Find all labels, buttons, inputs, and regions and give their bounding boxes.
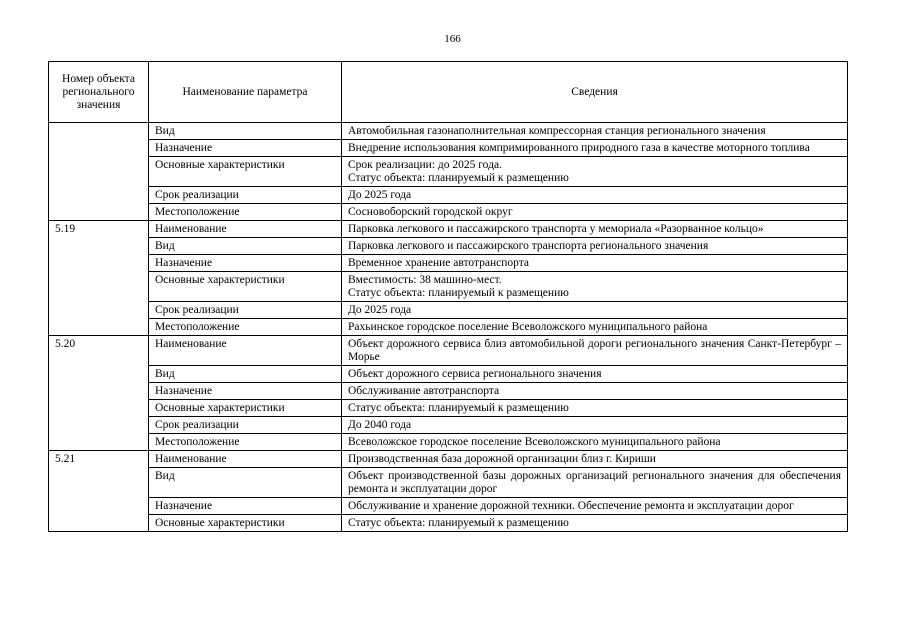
header-parameter-name: Наименование параметра [149, 62, 342, 123]
parameter-name-cell: Назначение [149, 498, 342, 515]
object-number-cell [49, 468, 149, 498]
table-body [49, 123, 848, 532]
parameter-name-cell: Местоположение [149, 434, 342, 451]
table-row [49, 302, 848, 319]
object-number-cell [49, 302, 149, 319]
table-row [49, 319, 848, 336]
object-number-cell: 5.19 [49, 221, 149, 238]
information-cell: До 2025 года [342, 302, 848, 319]
information-cell: Статус объекта: планируемый к размещению [342, 515, 848, 532]
table-row [49, 468, 848, 498]
parameter-name-cell: Основные характеристики [149, 272, 342, 302]
table-row [49, 204, 848, 221]
table-row [49, 157, 848, 187]
table-row [49, 383, 848, 400]
parameter-name-cell: Назначение [149, 383, 342, 400]
table-row [49, 255, 848, 272]
object-number-cell: 5.20 [49, 336, 149, 366]
parameter-name-cell: Вид [149, 468, 342, 498]
information-cell: Парковка легкового и пассажирского транспорта у мемориала «Разорванное кольцо» [342, 221, 848, 238]
parameter-name-cell: Наименование [149, 221, 342, 238]
information-cell: Объект дорожного сервиса близ автомобильной дороги регионального значения Санкт-Петербург – Морье [342, 336, 848, 366]
parameter-name-cell: Местоположение [149, 319, 342, 336]
header-object-number: Номер объекта регионального значения [49, 62, 149, 123]
information-cell: До 2040 года [342, 417, 848, 434]
information-cell: Вместимость: 38 машино-мест. Статус объекта: планируемый к размещению [342, 272, 848, 302]
information-cell: Производственная база дорожной организации близ г. Кириши [342, 451, 848, 468]
parameter-name-cell: Основные характеристики [149, 157, 342, 187]
information-cell: Сосновоборский городской округ [342, 204, 848, 221]
table-row [49, 123, 848, 140]
parameter-name-cell: Местоположение [149, 204, 342, 221]
parameter-name-cell: Вид [149, 123, 342, 140]
parameter-name-cell: Назначение [149, 255, 342, 272]
object-number-cell [49, 140, 149, 157]
table-row [49, 272, 848, 302]
information-cell: Временное хранение автотранспорта [342, 255, 848, 272]
object-number-cell: 5.21 [49, 451, 149, 468]
information-cell: Всеволожское городское поселение Всеволожского муниципального района [342, 434, 848, 451]
object-number-cell [49, 366, 149, 383]
object-number-cell [49, 204, 149, 221]
table-row [49, 498, 848, 515]
parameter-name-cell: Срок реализации [149, 417, 342, 434]
object-number-cell [49, 272, 149, 302]
information-cell: Объект дорожного сервиса регионального значения [342, 366, 848, 383]
information-cell: До 2025 года [342, 187, 848, 204]
object-number-cell [49, 417, 149, 434]
object-number-cell [49, 187, 149, 204]
information-cell: Внедрение использования компримированного природного газа в качестве моторного топлива [342, 140, 848, 157]
parameter-name-cell: Срок реализации [149, 187, 342, 204]
table-row [49, 238, 848, 255]
parameter-name-cell: Наименование [149, 451, 342, 468]
parameter-name-cell: Основные характеристики [149, 515, 342, 532]
parameter-name-cell: Назначение [149, 140, 342, 157]
object-number-cell [49, 400, 149, 417]
table-row [49, 451, 848, 468]
table-row [49, 140, 848, 157]
object-number-cell [49, 157, 149, 187]
parameters-table [48, 61, 848, 532]
object-number-cell [49, 255, 149, 272]
parameter-name-cell: Основные характеристики [149, 400, 342, 417]
information-cell: Рахьинское городское поселение Всеволожского муниципального района [342, 319, 848, 336]
parameter-name-cell: Вид [149, 238, 342, 255]
table-row [49, 434, 848, 451]
table-row [49, 400, 848, 417]
object-number-cell [49, 434, 149, 451]
parameter-name-cell: Вид [149, 366, 342, 383]
object-number-cell [49, 123, 149, 140]
table-row [49, 336, 848, 366]
table-row [49, 366, 848, 383]
object-number-cell [49, 383, 149, 400]
table-row [49, 221, 848, 238]
parameter-name-cell: Срок реализации [149, 302, 342, 319]
header-information: Сведения [342, 62, 848, 123]
table-row [49, 417, 848, 434]
table-row [49, 515, 848, 532]
object-number-cell [49, 238, 149, 255]
table-row [49, 187, 848, 204]
information-cell: Автомобильная газонаполнительная компрессорная станция регионального значения [342, 123, 848, 140]
table-header-row [49, 62, 848, 123]
information-cell: Парковка легкового и пассажирского транспорта регионального значения [342, 238, 848, 255]
information-cell: Объект производственной базы дорожных организаций регионального значения для обеспечения ремонта и эксплуатации дорог [342, 468, 848, 498]
object-number-cell [49, 319, 149, 336]
object-number-cell [49, 515, 149, 532]
page-number: 166 [444, 33, 461, 45]
information-cell: Обслуживание автотранспорта [342, 383, 848, 400]
information-cell: Обслуживание и хранение дорожной техники. Обеспечение ремонта и эксплуатации дорог [342, 498, 848, 515]
parameter-name-cell: Наименование [149, 336, 342, 366]
object-number-cell [49, 498, 149, 515]
information-cell: Срок реализации: до 2025 года. Статус объекта: планируемый к размещению [342, 157, 848, 187]
information-cell: Статус объекта: планируемый к размещению [342, 400, 848, 417]
